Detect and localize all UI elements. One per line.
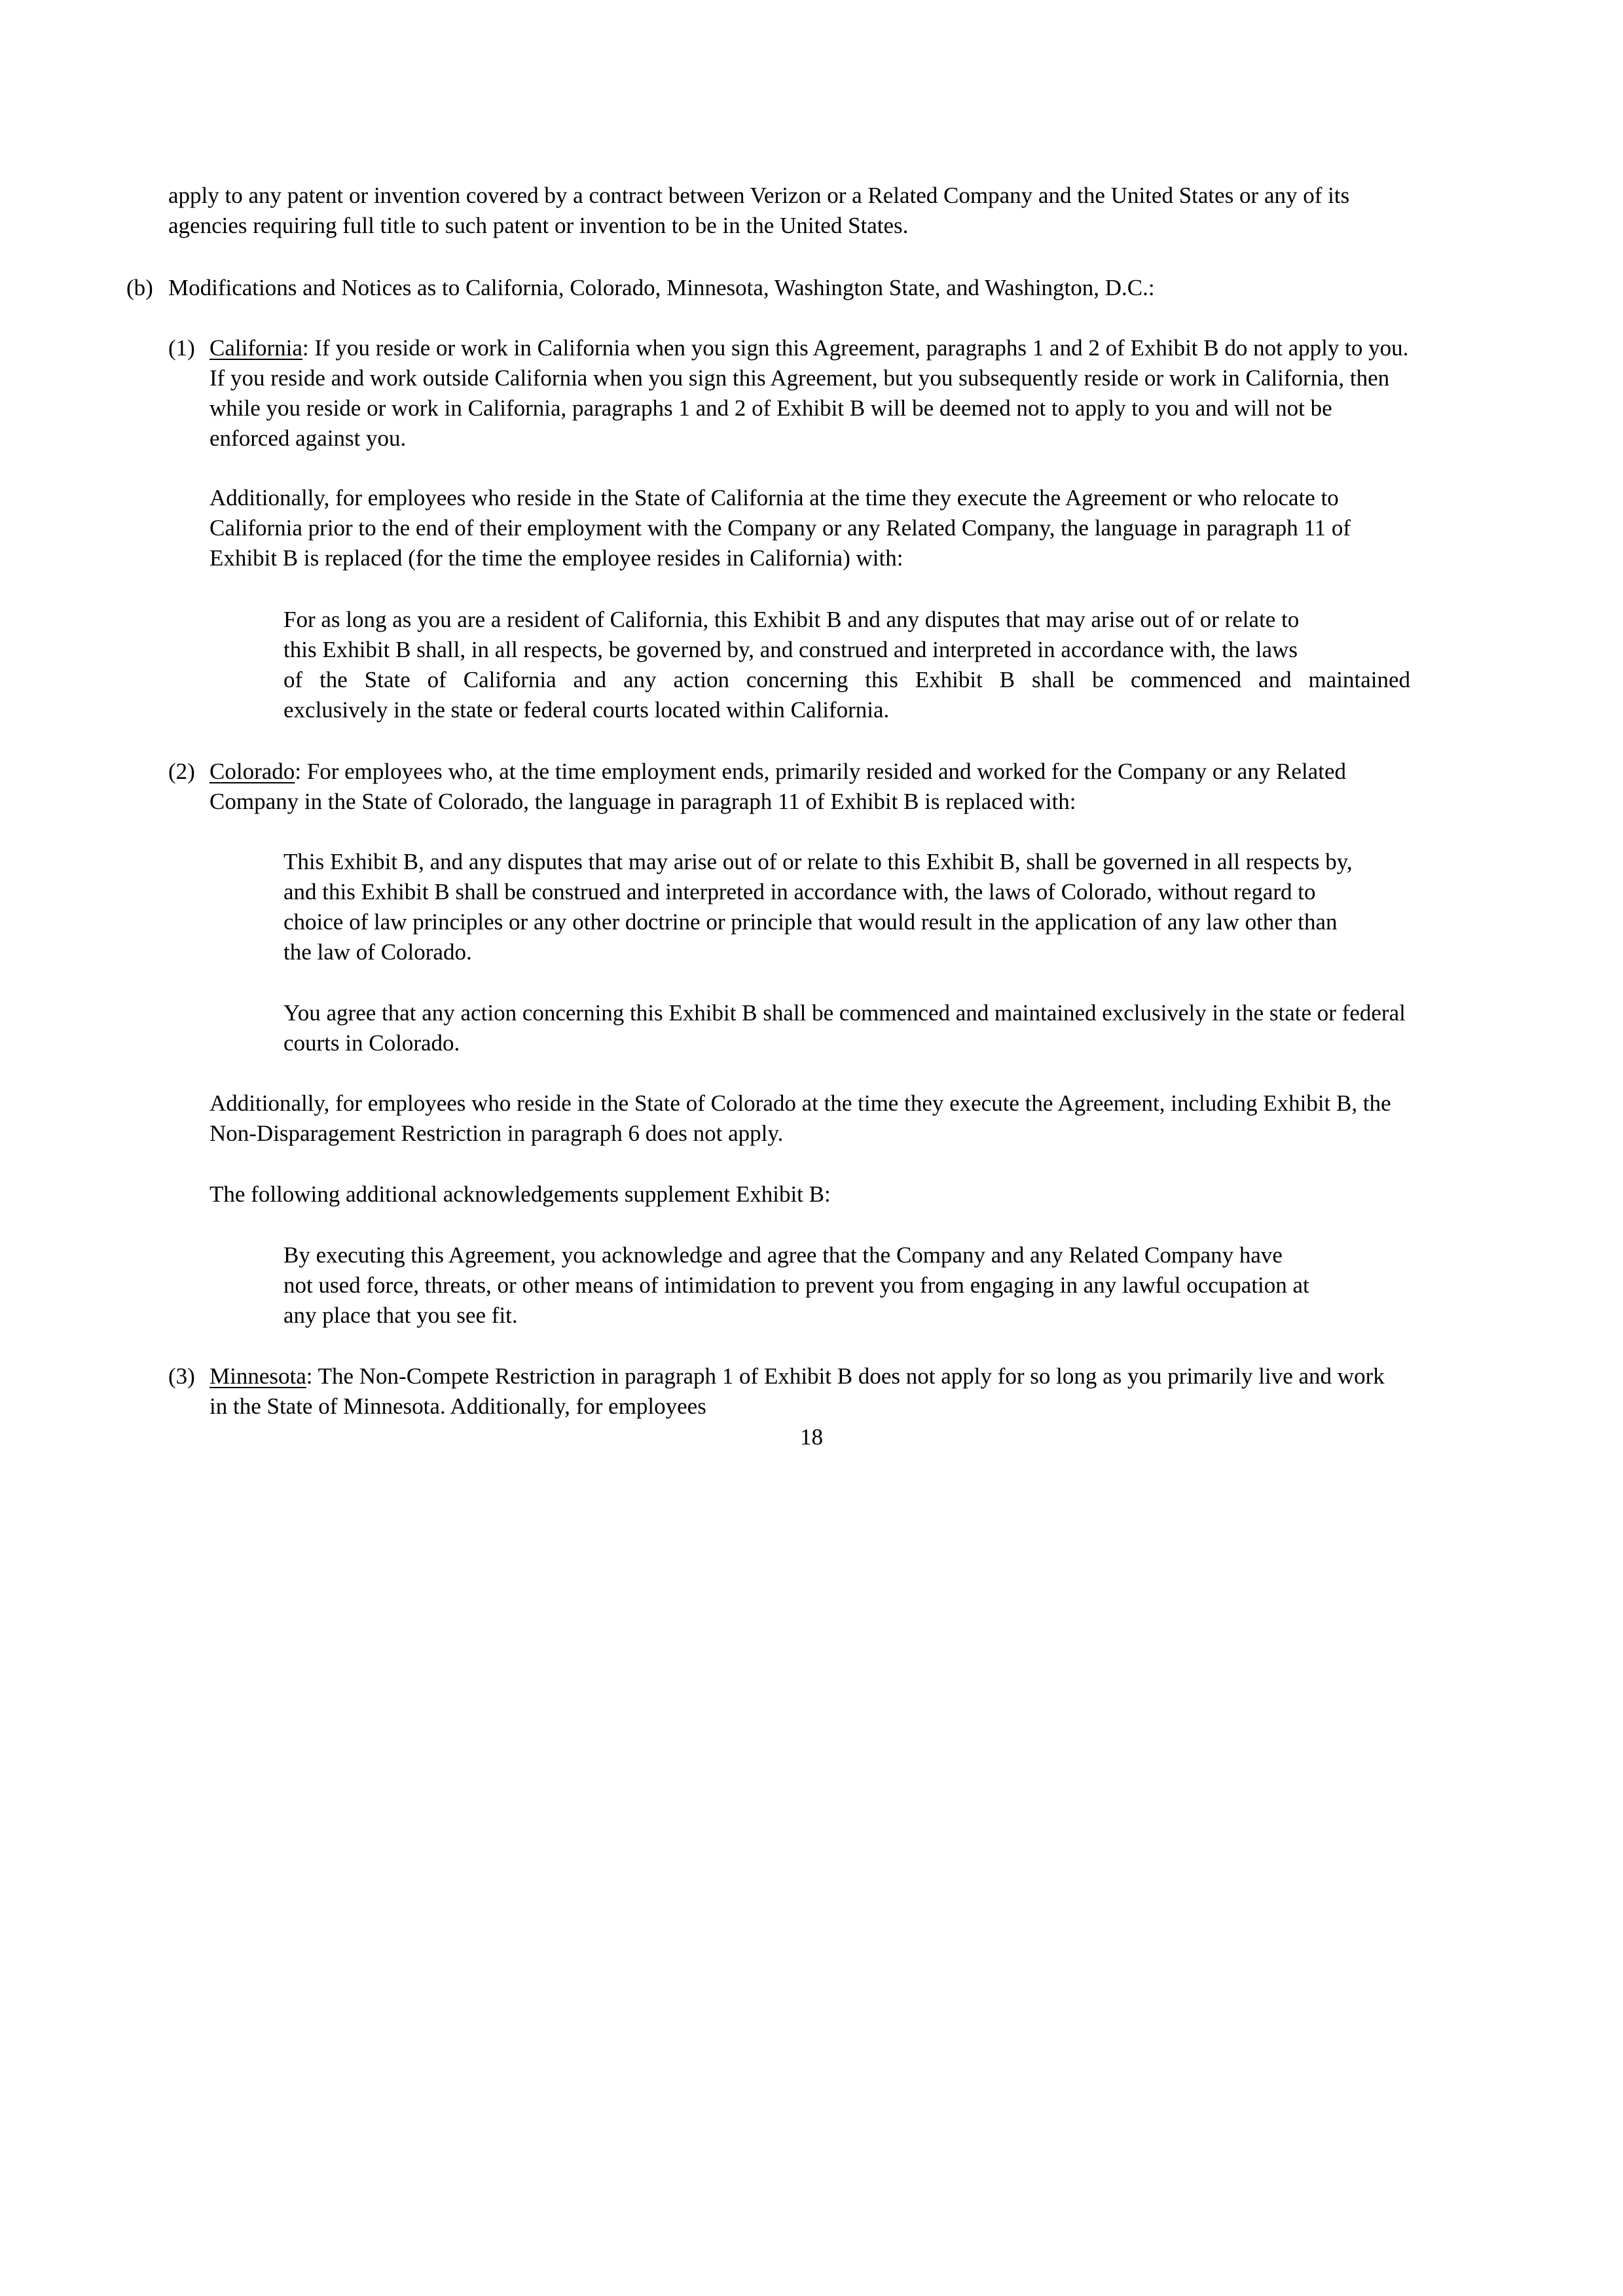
text-line: of the State of California and any action concerning this Exhibit B shall be commenced and maintained: [283, 667, 1410, 692]
text-line: in the State of Minnesota. Additionally, for employees: [210, 1393, 706, 1419]
item-colorado: [210, 757, 1346, 817]
text-line: agencies requiring full title to such patent or invention to be in the United States.: [168, 213, 909, 238]
california-quote: [283, 605, 1410, 725]
item-marker: (2): [168, 759, 195, 784]
colorado-quote-3: [283, 1240, 1309, 1331]
item-marker: (1): [168, 335, 195, 361]
text-line: any place that you see fit.: [283, 1302, 518, 1328]
text-line: You agree that any action concerning this Exhibit B shall be commenced and maintained exclusively in the state or federal: [283, 1000, 1406, 1026]
text-line: This Exhibit B, and any disputes that may arise out of or relate to this Exhibit B, shall be governed in all respects by,: [283, 849, 1353, 874]
section-heading: Modifications and Notices as to California, Colorado, Minnesota, Washington State, and Washington, D.C.:: [168, 275, 1155, 300]
text-line: [210, 757, 1346, 787]
colorado-quote-2: [283, 998, 1406, 1058]
colorado-quote-1: [283, 847, 1353, 967]
text-line: Exhibit B is replaced (for the time the employee resides in California) with:: [210, 545, 903, 571]
text-line: California prior to the end of their employment with the Company or any Related Company, the language in paragraph 11 of: [210, 515, 1351, 541]
colorado-acknowledgements-paragraph: [210, 1179, 831, 1210]
text-line: enforced against you.: [210, 425, 407, 451]
colorado-additional-paragraph: [210, 1088, 1391, 1149]
text-line: courts in Colorado.: [283, 1030, 460, 1056]
text-fragment: : If you reside or work in California when you sign this Agreement, paragraphs 1 and 2 of Exhibit B do not apply to you.: [302, 335, 1409, 361]
text-line: The following additional acknowledgements supplement Exhibit B:: [210, 1181, 831, 1207]
text-fragment: : The Non-Compete Restriction in paragraph 1 of Exhibit B does not apply for so long as you primarily live and work: [306, 1363, 1385, 1389]
item-title: Minnesota: [210, 1363, 306, 1389]
item-title: California: [210, 335, 302, 361]
text-line: while you reside or work in California, paragraphs 1 and 2 of Exhibit B will be deemed not to apply to you and will not be: [210, 395, 1332, 421]
text-line: and this Exhibit B shall be construed and interpreted in accordance with, the laws of Colorado, without regard to: [283, 879, 1316, 905]
text-line: apply to any patent or invention covered by a contract between Verizon or a Related Company and the United States or any of its: [168, 183, 1350, 208]
item-title: Colorado: [210, 759, 295, 784]
text-line: not used force, threats, or other means of intimidation to prevent you from engaging in any lawful occupation at: [283, 1272, 1309, 1298]
section-marker: (b): [126, 275, 153, 300]
item-minnesota: [210, 1361, 1385, 1422]
text-line: choice of law principles or any other doctrine or principle that would result in the application of any law other than: [283, 909, 1338, 935]
text-line: exclusively in the state or federal courts located within California.: [283, 697, 890, 723]
text-line: Company in the State of Colorado, the language in paragraph 11 of Exhibit B is replaced with:: [210, 789, 1076, 814]
california-additional-paragraph: [210, 483, 1351, 573]
text-line: [210, 1361, 1385, 1391]
text-line: the law of Colorado.: [283, 939, 472, 965]
text-line: For as long as you are a resident of California, this Exhibit B and any disputes that may arise out of or relate to: [283, 607, 1300, 632]
text-line: By executing this Agreement, you acknowledge and agree that the Company and any Related Company have: [283, 1242, 1283, 1268]
text-line: Non-Disparagement Restriction in paragraph 6 does not apply.: [210, 1121, 784, 1146]
item-california: [210, 333, 1408, 454]
text-line: this Exhibit B shall, in all respects, be governed by, and construed and interpreted in accordance with, the laws: [283, 637, 1298, 662]
text-line: [210, 333, 1408, 363]
text-line: Additionally, for employees who reside in the State of Colorado at the time they execute the Agreement, including Exhibit B, the: [210, 1090, 1391, 1116]
item-marker: (3): [168, 1363, 195, 1389]
text-line: Additionally, for employees who reside in the State of California at the time they execute the Agreement or who relocate to: [210, 485, 1339, 511]
intro-paragraph: [168, 181, 1349, 241]
page-number: 18: [800, 1424, 823, 1450]
text-line: If you reside and work outside California when you sign this Agreement, but you subsequently reside or work in California, then: [210, 365, 1390, 391]
text-fragment: : For employees who, at the time employment ends, primarily resided and worked for the Company or any Related: [295, 759, 1346, 784]
